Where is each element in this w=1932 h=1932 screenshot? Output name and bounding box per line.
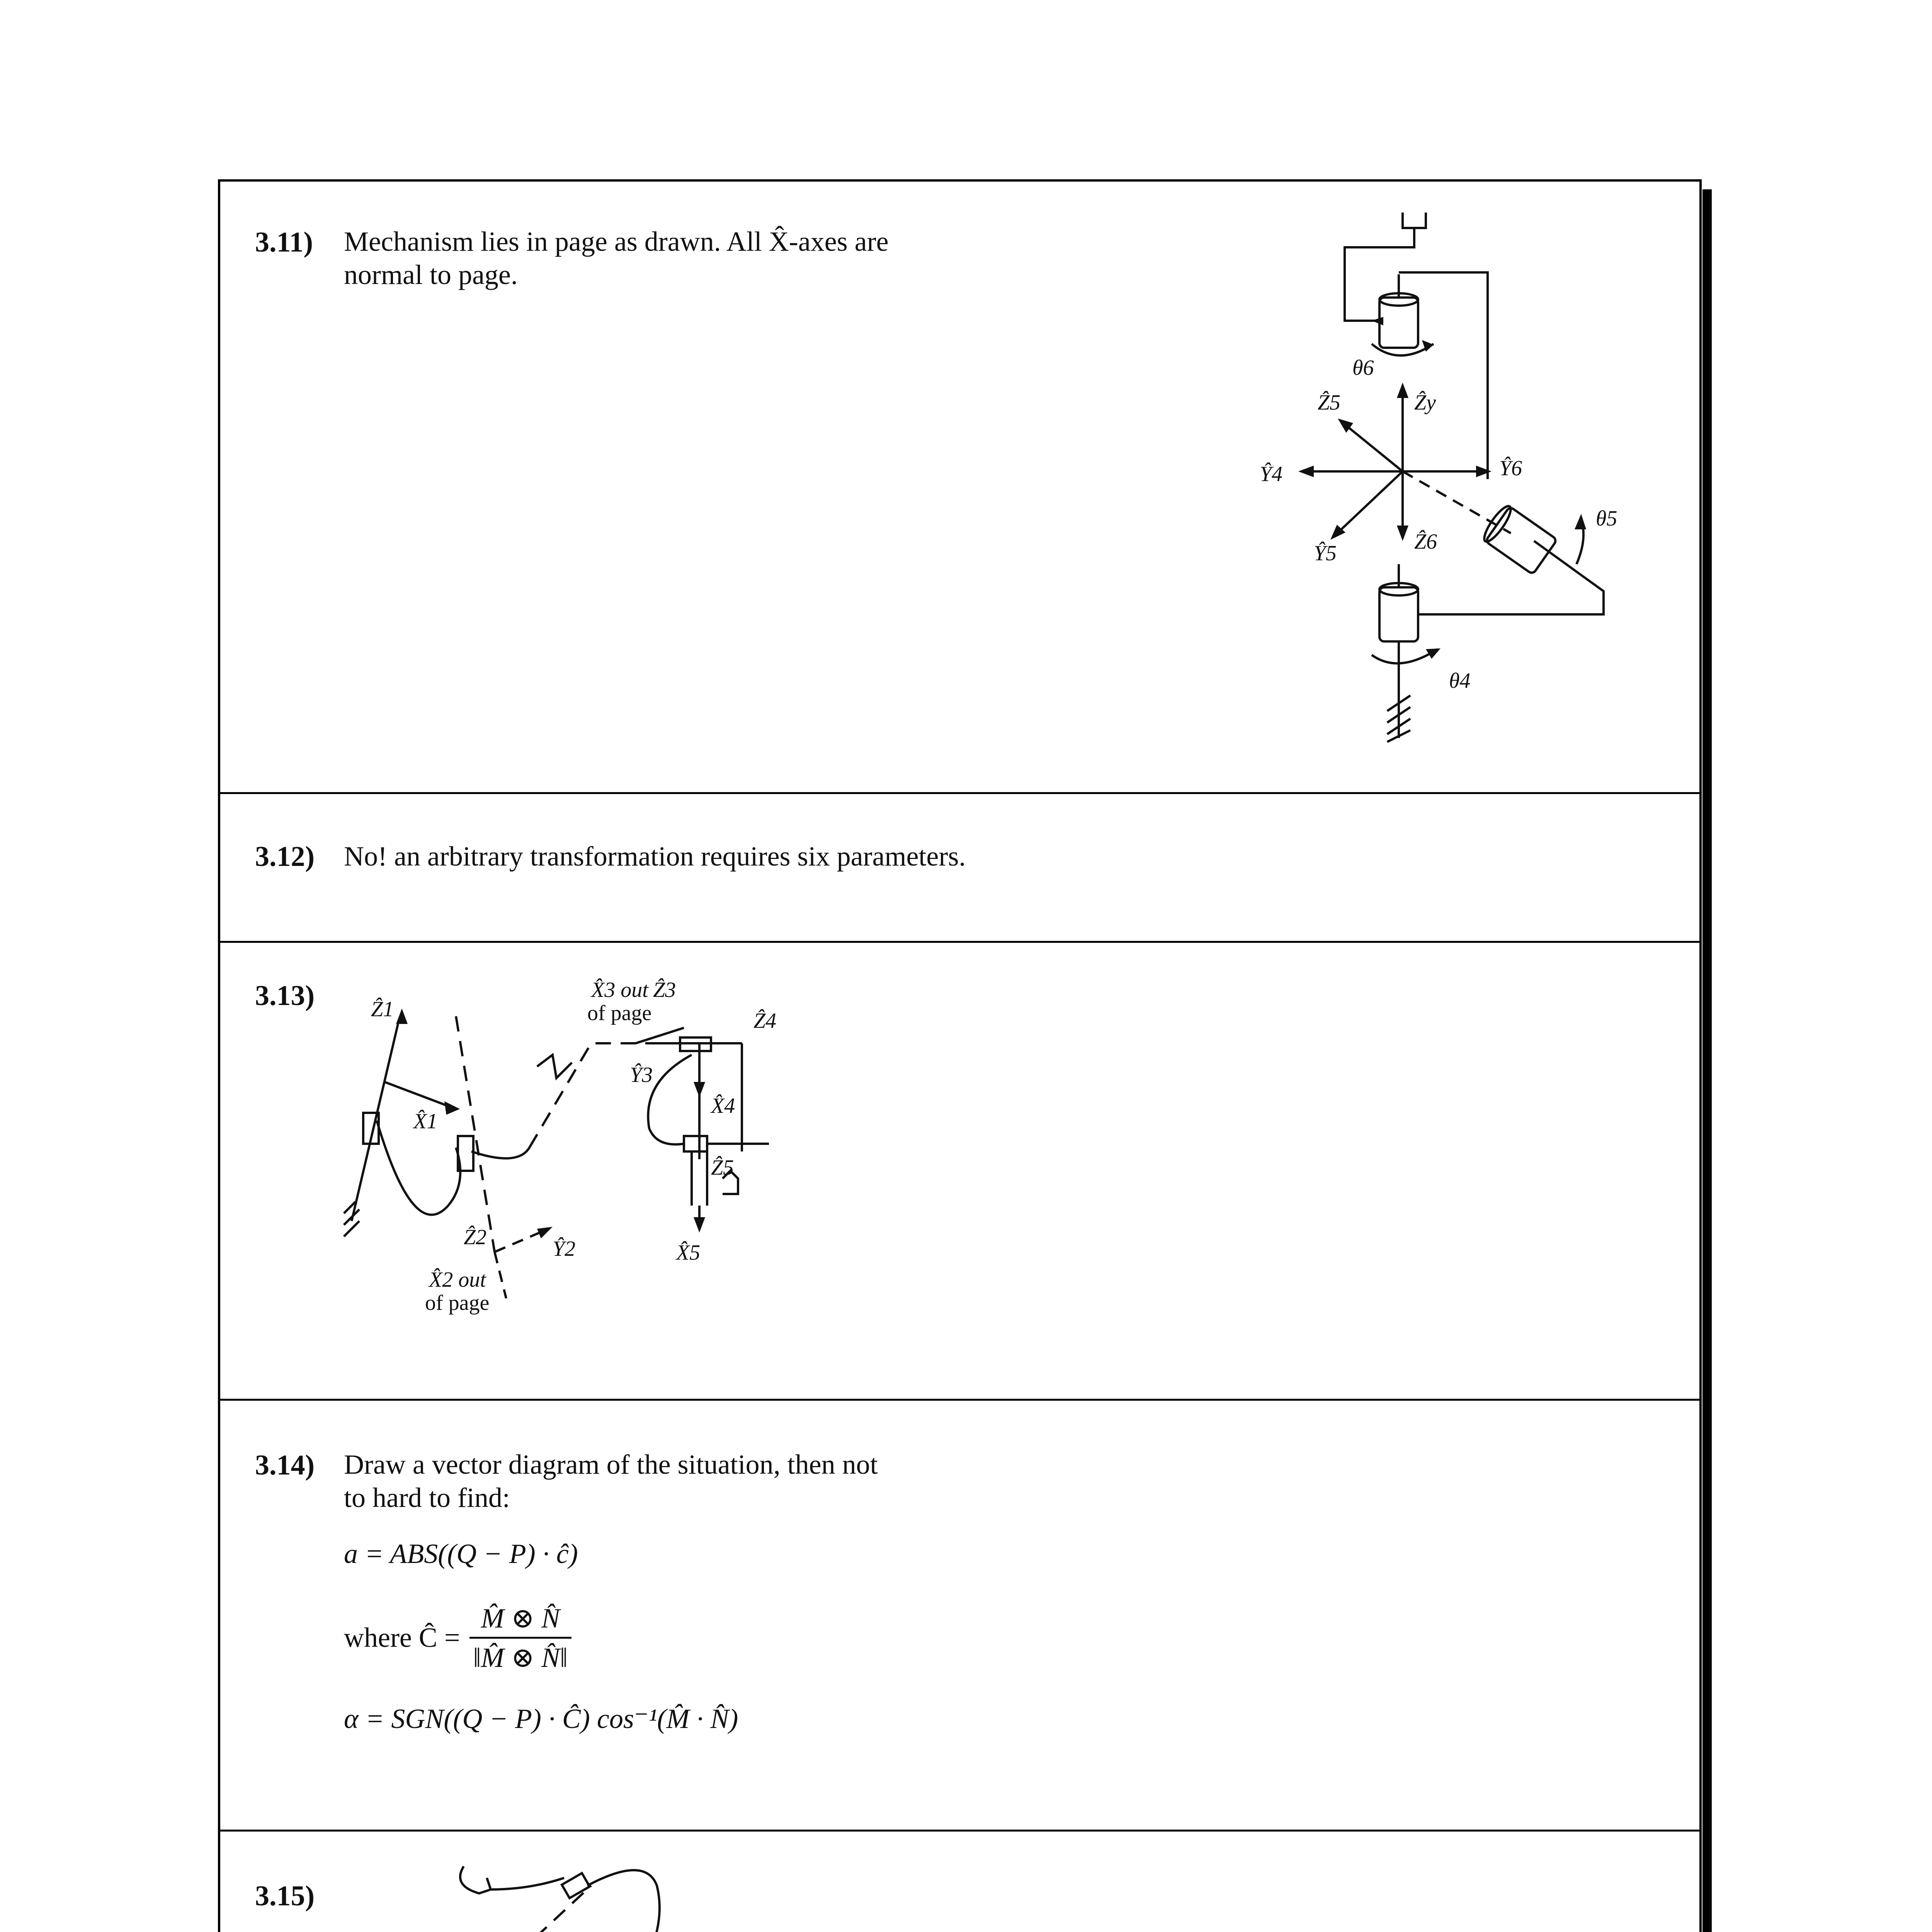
problem-3-14 (220, 1401, 1699, 1832)
theta6-label: θ6 (1352, 356, 1374, 380)
x3-out-label: X̂3 out (591, 978, 648, 1002)
mechanism-figure-3-15 (298, 1855, 916, 1932)
y5-label: Ŷ5 (1314, 541, 1337, 565)
z2-label: Ẑ2 (464, 1225, 487, 1249)
x2-out-label: X̂2 out (429, 1268, 486, 1292)
problem-number: 3.15) (255, 1880, 315, 1912)
problem-3-15 (220, 1832, 1699, 1932)
zy-label: Ẑy (1414, 391, 1436, 415)
z5-label: Ẑ5 (1318, 391, 1341, 415)
problem-3-13 (220, 943, 1699, 1401)
z1-label: Ẑ1 (371, 997, 394, 1021)
of-page-label: of page (425, 1291, 490, 1315)
problem-text (344, 225, 889, 291)
problem-number: 3.14) (255, 1449, 315, 1481)
equation-alpha: α = SGN((Q − P) · Ĉ) cos⁻¹(M̂ · N̂) (344, 1703, 738, 1734)
z6-label: Ẑ6 (1414, 530, 1437, 554)
mechanism-figure-3-13 (305, 966, 1233, 1391)
x5-label: X̂5 (676, 1241, 701, 1265)
z4-label: Ẑ4 (753, 1009, 777, 1033)
problem-number: 3.12) (255, 841, 315, 872)
theta4-label: θ4 (1449, 669, 1471, 693)
theta5-label: θ5 (1596, 507, 1617, 531)
problem-3-12 (220, 794, 1699, 943)
y3-label: Ŷ3 (630, 1063, 653, 1087)
mechanism-figure-3-11 (1047, 205, 1665, 746)
z3-label: Ẑ3 (653, 978, 676, 1002)
z5-label: Ẑ5 (711, 1156, 734, 1180)
y4-label: Ŷ4 (1260, 462, 1283, 486)
text-line: to hard to find: (344, 1482, 510, 1513)
equation-prefix: where Ĉ = (344, 1622, 460, 1653)
frame-shadow-right (1702, 189, 1712, 1932)
fraction (469, 1602, 572, 1674)
y6-label: Ŷ6 (1499, 456, 1522, 480)
text-line: normal to page. (344, 259, 518, 290)
text-line: Mechanism lies in page as drawn. All X̂-axes are (344, 226, 889, 257)
of-page-label: of page (587, 1001, 652, 1025)
problem-3-11 (220, 182, 1699, 794)
problem-text: No! an arbitrary transformation requires six parameters. (344, 841, 966, 872)
problem-text (344, 1448, 878, 1514)
solutions-frame (218, 179, 1702, 1932)
denominator: ‖M̂ ⊗ N̂‖ (469, 1637, 572, 1674)
x4-label: X̂4 (711, 1094, 735, 1118)
problem-number: 3.11) (255, 226, 313, 258)
text-line: Draw a vector diagram of the situation, then not (344, 1449, 878, 1480)
equation-a: a = ABS((Q − P) · ĉ) (344, 1538, 578, 1569)
y2-label: Ŷ2 (553, 1237, 576, 1261)
equation-c-hat (344, 1602, 571, 1674)
problem-number: 3.13) (255, 980, 315, 1012)
numerator: M̂ ⊗ N̂ (481, 1603, 560, 1634)
x1-label: X̂1 (413, 1109, 438, 1133)
